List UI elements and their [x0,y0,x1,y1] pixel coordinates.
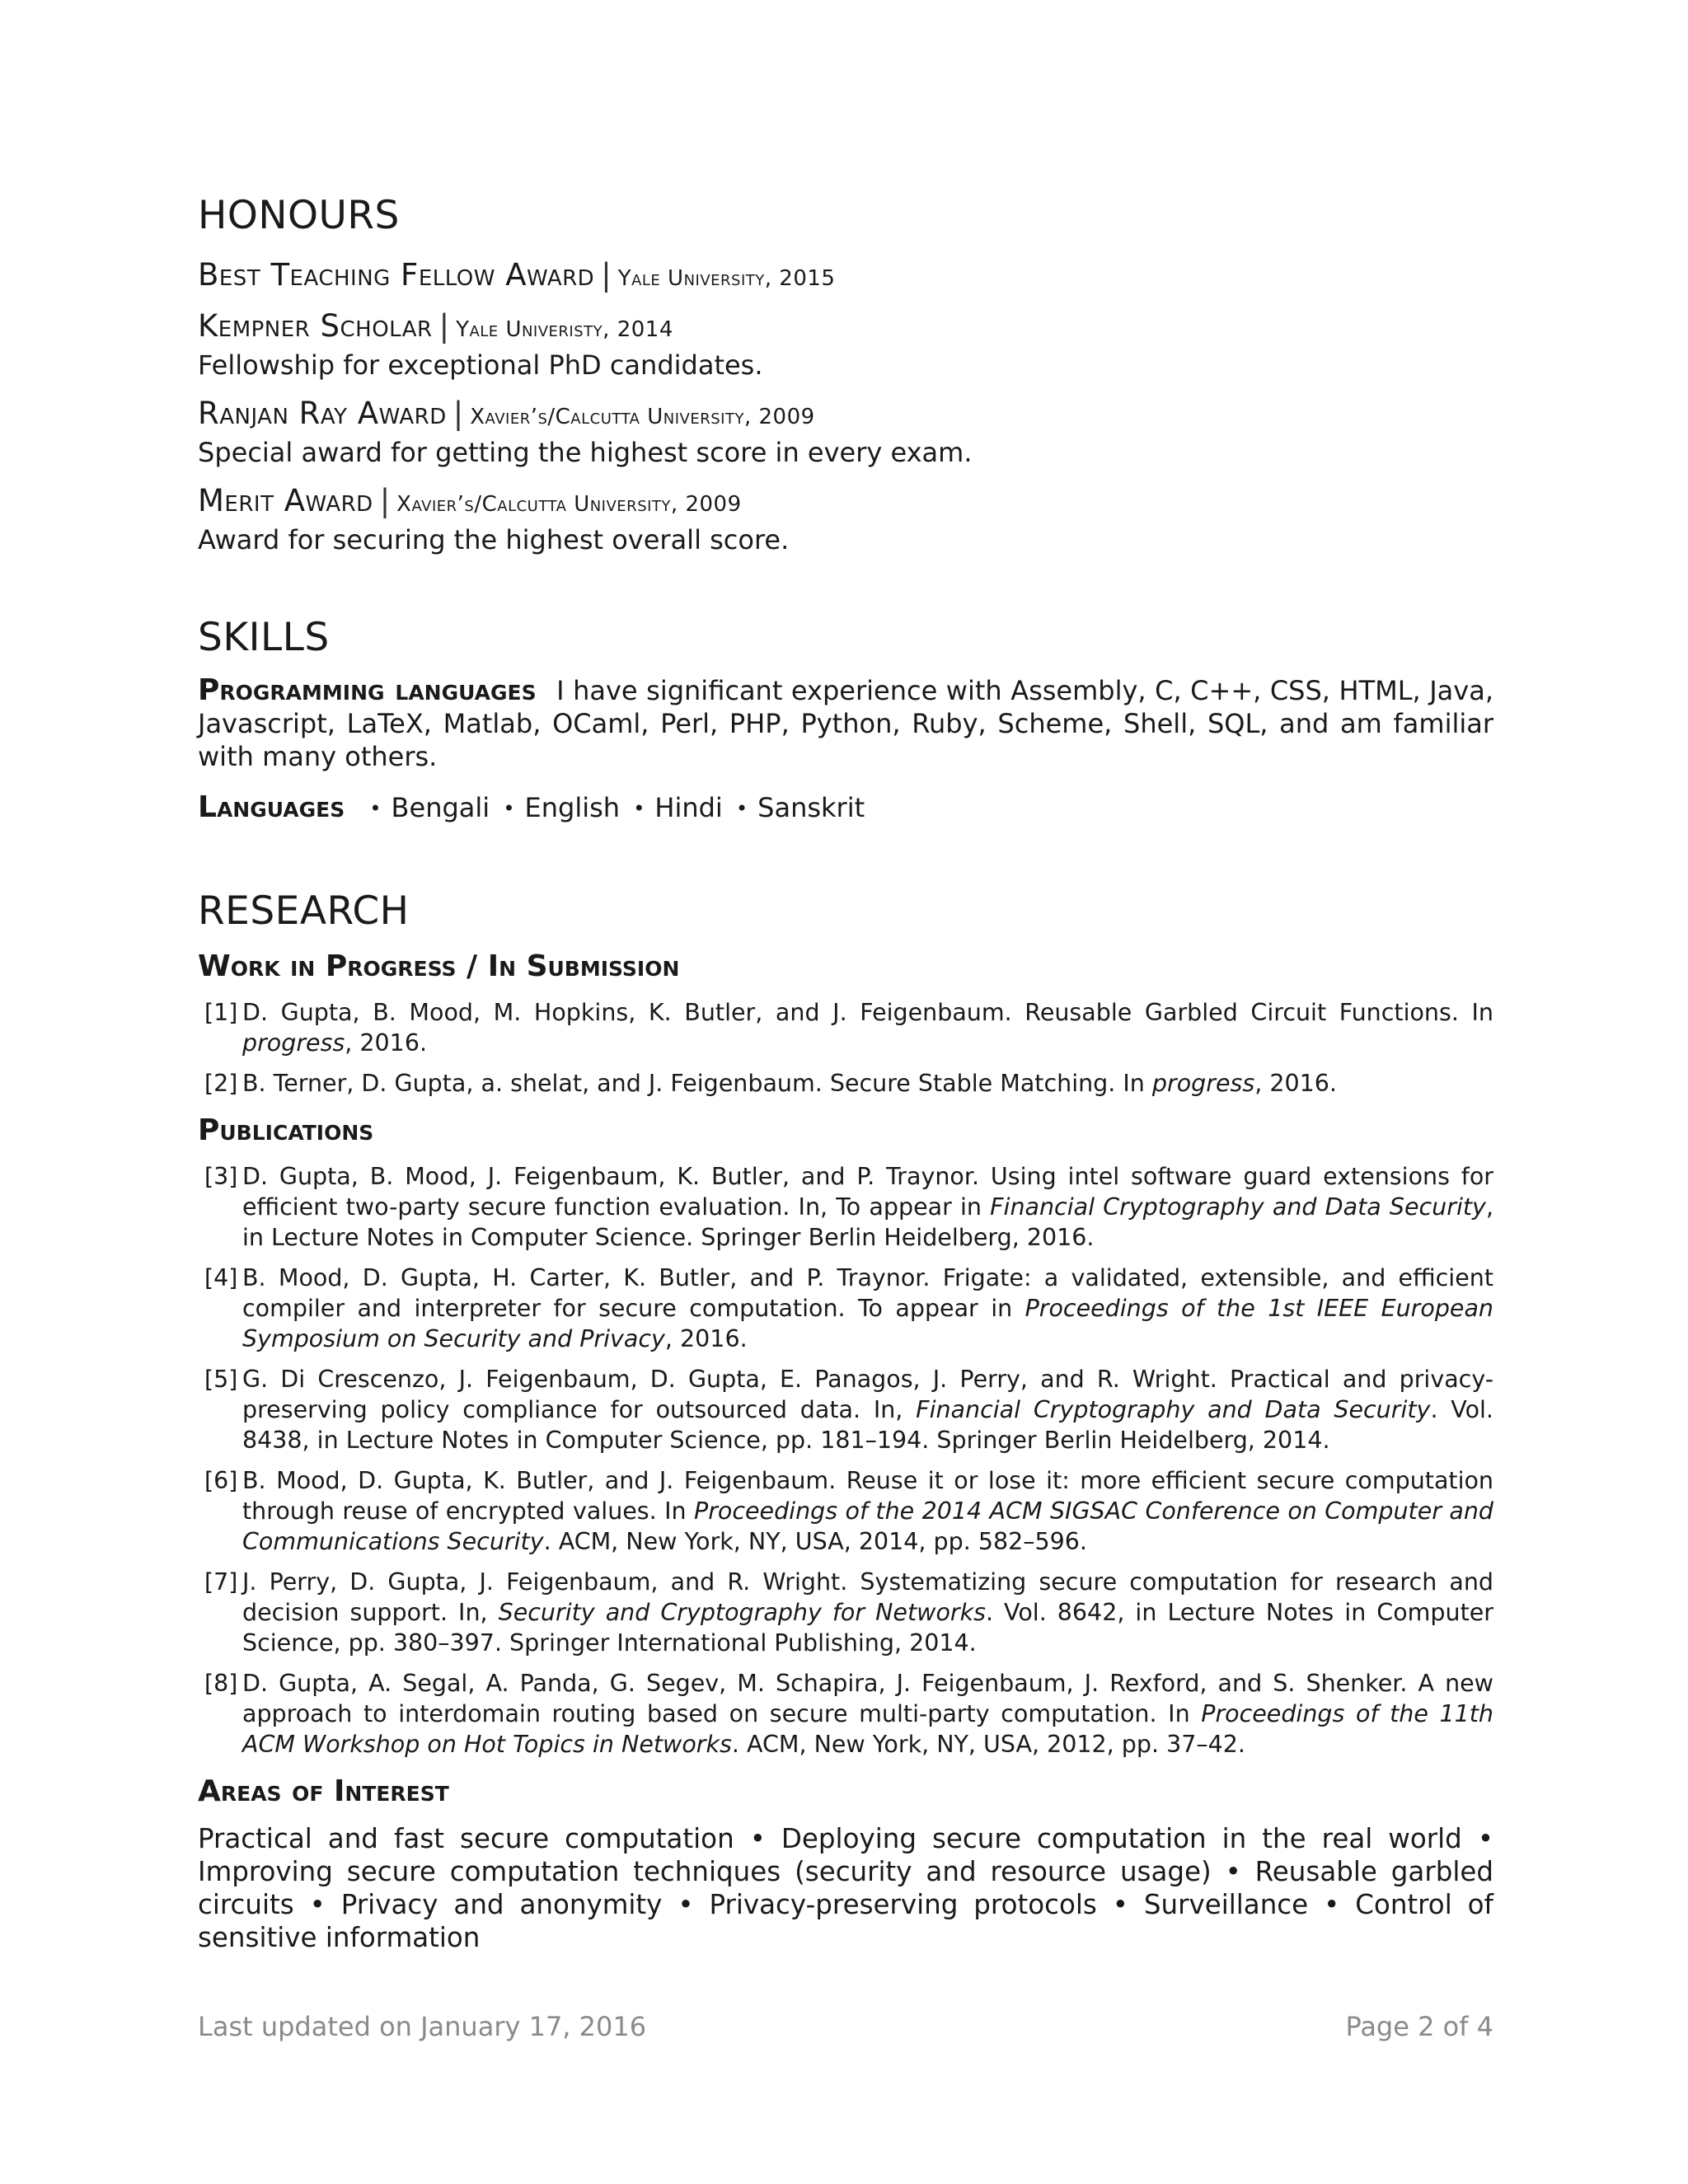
honour-line [198,480,1493,523]
reference-authors-title: J. Perry, D. Gupta, J. Feigenbaum, and R. Wright. Systematizing secure computation for research and decision support. In, [242,1568,1493,1626]
reference-details: , 2016. [664,1325,748,1352]
wip-references [198,997,1493,1099]
honour-item [198,392,1493,471]
honour-item [198,305,1493,384]
reference-details: . Vol. 8438, in Lecture Notes in Computer Science, pp. 181–194. Springer Berlin Heidelberg, 2014. [242,1396,1493,1454]
reference-venue: progress [1151,1070,1255,1097]
reference-number: [8] [204,1670,238,1697]
reference-details: . Vol. 8642, in Lecture Notes in Computer Science, pp. 380–397. Springer International Publishing, 2014. [242,1599,1493,1657]
honour-meta: Yale Univeristy, 2014 [456,317,673,342]
honour-description: Fellowship for exceptional PhD candidates. [198,349,763,381]
reference-number: [6] [204,1467,238,1494]
page-number: Page 2 of 4 [1345,2011,1493,2042]
reference-number: [4] [204,1264,238,1291]
reference-details: . ACM, New York, NY, USA, 2014, pp. 582–596. [543,1528,1087,1555]
reference-authors-title: G. Di Crescenzo, J. Feigenbaum, D. Gupta, E. Panagos, J. Perry, and R. Wright. Practical and privacy-preserving policy compliance for outsourced data. In, [242,1366,1493,1423]
reference-authors-title: B. Terner, D. Gupta, a. shelat, and J. Feigenbaum. Secure Stable Matching. In [242,1070,1152,1097]
reference-number: [2] [204,1070,238,1097]
interests-heading: Areas of Interest [198,1774,449,1808]
reference-venue: Proceedings of the 2014 ACM SIGSAC Conference on Computer and Communications Security [242,1497,1494,1555]
language-item: English [524,792,621,823]
honour-meta: Xavier’s/Calcutta University, 2009 [396,492,742,517]
honour-description: Award for securing the highest overall score. [198,524,790,555]
skills-heading: SKILLS [198,615,330,660]
bullet-icon: • [369,797,382,820]
interests-text: Practical and fast secure computation • Deploying secure computation in the real world • Improving secure computation techniques (security and resource usage) • Reusable garbled circuits • Privacy and anonymity • Privacy-preserving protocols • Surveillance • Control of sensitive information [198,1823,1493,1953]
reference-item [198,1465,1493,1557]
honour-name: Kempner Scholar [198,308,433,344]
programming-text: I have significant experience with Assembly, C, C++, CSS, HTML, Java, Javascript, LaTeX, Matlab, OCaml, Perl, PHP, Python, Ruby, Scheme, Shell, SQL, and am familiar with many others. [198,675,1494,772]
reference-number: [7] [204,1568,238,1596]
reference-item [198,1068,1493,1099]
last-updated: Last updated on January 17, 2016 [198,2011,647,2042]
skills-section [198,674,1493,843]
honour-item [198,254,1493,297]
honour-line [198,392,1493,435]
honour-name: Best Teaching Fellow Award [198,257,595,293]
honour-separator: | [601,257,612,293]
programming-heading: Programming languages [198,673,537,707]
bullet-icon: • [503,797,515,820]
reference-item [198,1263,1493,1354]
language-item: Bengali [391,792,490,823]
language-item: Sanskrit [757,792,865,823]
honour-name: Ranjan Ray Award [198,396,447,431]
reference-details: . ACM, New York, NY, USA, 2012, pp. 37–42. [731,1731,1245,1758]
reference-authors-title: D. Gupta, B. Mood, J. Feigenbaum, K. Butler, and P. Traynor. Using intel software guard extensions for efficient two-party secure function evaluation. In, To appear in [242,1163,1493,1221]
reference-venue: Financial Cryptography and Data Security [916,1396,1431,1423]
honour-separator: | [438,308,450,344]
reference-item [198,1161,1493,1253]
languages-list [364,792,865,823]
languages-skill [198,791,1493,825]
reference-venue: progress [242,1029,345,1057]
reference-authors-title: B. Mood, D. Gupta, K. Butler, and J. Feigenbaum. Reuse it or lose it: more efficient secure computation through reuse of encrypted values. In [242,1467,1493,1525]
honour-separator: | [379,483,391,518]
honours-heading: HONOURS [198,193,400,238]
research-heading: RESEARCH [198,888,410,934]
bullet-icon: • [633,797,645,820]
honour-line [198,254,1493,297]
honour-meta: Xavier’s/Calcutta University, 2009 [470,405,815,429]
reference-venue: Security and Cryptography for Networks [498,1599,986,1626]
reference-item [198,997,1493,1058]
reference-venue: Proceedings of the 11th ACM Workshop on Hot Topics in Networks [242,1700,1493,1758]
reference-item [198,1364,1493,1455]
reference-number: [5] [204,1366,238,1393]
reference-authors-title: D. Gupta, B. Mood, M. Hopkins, K. Butler, and J. Feigenbaum. Reusable Garbled Circuit Functions. In [242,999,1493,1026]
honour-name: Merit Award [198,483,373,518]
honour-meta: Yale University, 2015 [617,266,836,291]
honours-list [198,254,1493,567]
honour-item [198,480,1493,559]
honour-description: Special award for getting the highest score in every exam. [198,437,973,468]
reference-details: , 2016. [345,1029,428,1057]
language-item: Hindi [654,792,723,823]
programming-skill [198,674,1493,773]
reference-details: , in Lecture Notes in Computer Science. Springer Berlin Heidelberg, 2016. [242,1193,1493,1251]
reference-number: [3] [204,1163,238,1190]
honour-line [198,305,1493,348]
reference-item [198,1567,1493,1658]
reference-authors-title: B. Mood, D. Gupta, H. Carter, K. Butler, and P. Traynor. Frigate: a validated, extensible, and efficient compiler and interpreter for secure computation. To appear in [242,1264,1493,1322]
reference-venue: Financial Cryptography and Data Security [990,1193,1486,1221]
reference-authors-title: D. Gupta, A. Segal, A. Panda, G. Segev, M. Schapira, J. Feigenbaum, J. Rexford, and S. Shenker. A new approach to interdomain routing based on secure multi-party computation. In [242,1670,1493,1727]
languages-heading: Languages [198,790,345,824]
reference-venue: Proceedings of the 1st IEEE European Symposium on Security and Privacy [242,1295,1493,1352]
wip-heading: Work in Progress / In Submission [198,949,680,983]
reference-number: [1] [204,999,238,1026]
reference-item [198,1668,1493,1760]
publication-references [198,1161,1493,1760]
reference-details: , 2016. [1254,1070,1337,1097]
bullet-icon: • [735,797,748,820]
honour-separator: | [452,396,464,431]
publications-heading: Publications [198,1113,374,1147]
research-section [198,948,1493,1954]
